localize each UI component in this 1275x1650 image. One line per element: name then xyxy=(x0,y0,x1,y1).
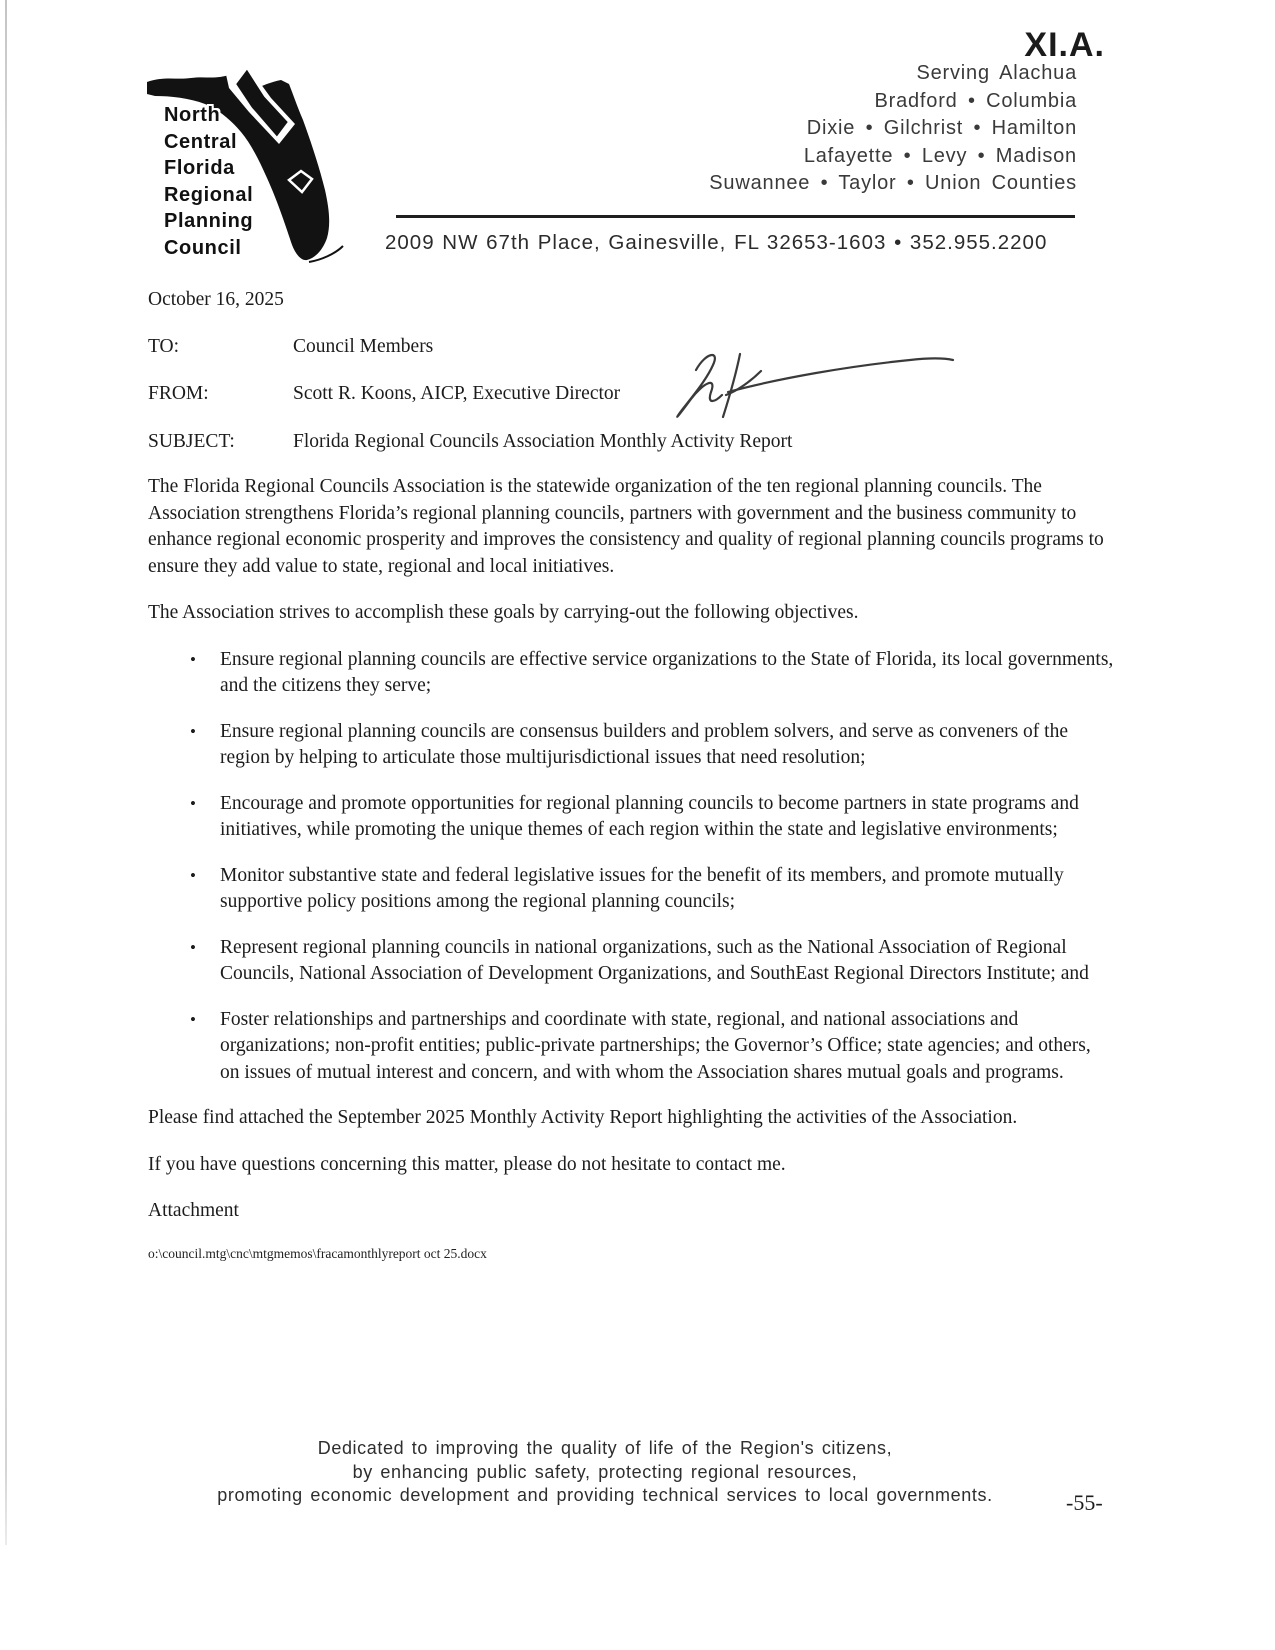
bullet-icon: • xyxy=(190,1009,196,1029)
objective-text: Monitor substantive state and federal legislative issues for the benefit of its members, and promote mutually supportive policy positions among the regional planning councils; xyxy=(220,864,1064,912)
serving-line: Serving Alachua xyxy=(916,62,1077,84)
objective-item xyxy=(148,1007,1115,1087)
council-logo xyxy=(138,50,358,265)
to-row xyxy=(148,334,1115,361)
objective-item xyxy=(148,863,1115,916)
bullet-icon: • xyxy=(190,937,196,957)
closing-paragraph-1: Please find attached the September 2025 Monthly Activity Report highlighting the activities of the Association. xyxy=(148,1107,1018,1128)
from-row xyxy=(148,381,1115,408)
serving-counties-block xyxy=(709,60,1077,198)
logo-text-line: Planning xyxy=(164,210,254,232)
scan-artifact-line xyxy=(5,0,7,1545)
attachment-line: Attachment xyxy=(148,1200,239,1221)
from-value: Scott R. Koons, AICP, Executive Director xyxy=(293,383,621,404)
body-paragraph-1: The Florida Regional Councils Association is the statewide organization of the ten regional planning councils. The Association strengthens Florida’s regional planning councils, partners with government and the business community to enhance regional economic prosperity and improves the consistency and quality of regional planning councils programs to ensure they add value to state, regional and local initiatives. xyxy=(148,476,1104,577)
objective-item xyxy=(148,935,1115,988)
subject-value: Florida Regional Councils Association Monthly Activity Report xyxy=(293,430,793,452)
page-number: -55- xyxy=(1066,1490,1103,1515)
logo-text-line: Council xyxy=(164,236,242,259)
agenda-item-label: XI.A. xyxy=(1024,26,1105,64)
objective-item xyxy=(148,647,1115,700)
from-label: FROM: xyxy=(148,383,209,404)
logo-text xyxy=(164,102,253,261)
objective-text: Foster relationships and partnerships and coordinate with state, regional, and national associations and organizations; non-profit entities; public-private partnerships; the Governor’s Office; state agencies; and others, on issues of mutual interest and concern, and with whom the Association shares mutual goals and programs. xyxy=(220,1008,1091,1083)
objective-text: Encourage and promote opportunities for regional planning councils to become partners in state programs and initiatives, while promoting the unique themes of each region within the state and legislative environments; xyxy=(220,792,1079,840)
bullet-icon: • xyxy=(190,793,196,813)
serving-line: Lafayette • Levy • Madison xyxy=(803,144,1077,167)
footer-line: by enhancing public safety, protecting regional resources, xyxy=(352,1461,858,1482)
objective-text: Ensure regional planning councils are effective service organizations to the State of Florida, its local governments, and the citizens they serve; xyxy=(220,648,1114,696)
serving-line: Suwannee • Taylor • Union Counties xyxy=(709,172,1077,194)
bullet-icon: • xyxy=(190,649,196,669)
objective-text: Represent regional planning councils in national organizations, such as the National Association of Regional Councils, National Association of Development Organizations, and SouthEast Regional Directors Institute; and xyxy=(220,936,1089,984)
serving-line: Bradford • Columbia xyxy=(874,89,1077,112)
memo-content xyxy=(148,287,1115,1282)
to-value: Council Members xyxy=(293,335,434,357)
footer-line: Dedicated to improving the quality of life of the Region's citizens, xyxy=(317,1438,893,1458)
to-label: TO: xyxy=(148,335,180,357)
footer-motto xyxy=(0,1437,1210,1508)
address-line: 2009 NW 67th Place, Gainesville, FL 32653-1603 • 352.955.2200 xyxy=(385,231,1048,254)
objective-item xyxy=(148,791,1115,844)
file-path: o:\council.mtg\cnc\mtgmemos\fracamonthlyreport oct 25.docx xyxy=(148,1245,487,1261)
logo-text-line: North xyxy=(164,104,221,126)
logo-text-line: Regional xyxy=(164,183,254,206)
logo-text-line: Central xyxy=(164,130,238,153)
body-paragraph-2: The Association strives to accomplish these goals by carrying-out the following objectives. xyxy=(148,602,859,623)
footer-line: promoting economic development and providing technical services to local governments. xyxy=(217,1485,993,1505)
objective-item xyxy=(148,719,1115,772)
objectives-list xyxy=(148,647,1115,1087)
bullet-icon: • xyxy=(190,865,196,885)
closing-paragraph-2: If you have questions concerning this matter, please do not hesitate to contact me. xyxy=(148,1153,786,1175)
header-divider xyxy=(396,215,1075,218)
logo-text-line: Florida xyxy=(164,157,235,179)
date-line: October 16, 2025 xyxy=(148,289,284,310)
bullet-icon: • xyxy=(190,721,196,741)
serving-line: Dixie • Gilchrist • Hamilton xyxy=(806,117,1077,139)
subject-label: SUBJECT: xyxy=(148,430,235,452)
subject-row xyxy=(148,429,1115,456)
objective-text: Ensure regional planning councils are consensus builders and problem solvers, and serve as conveners of the region by helping to articulate those multijurisdictional issues that need resolution; xyxy=(220,720,1069,768)
